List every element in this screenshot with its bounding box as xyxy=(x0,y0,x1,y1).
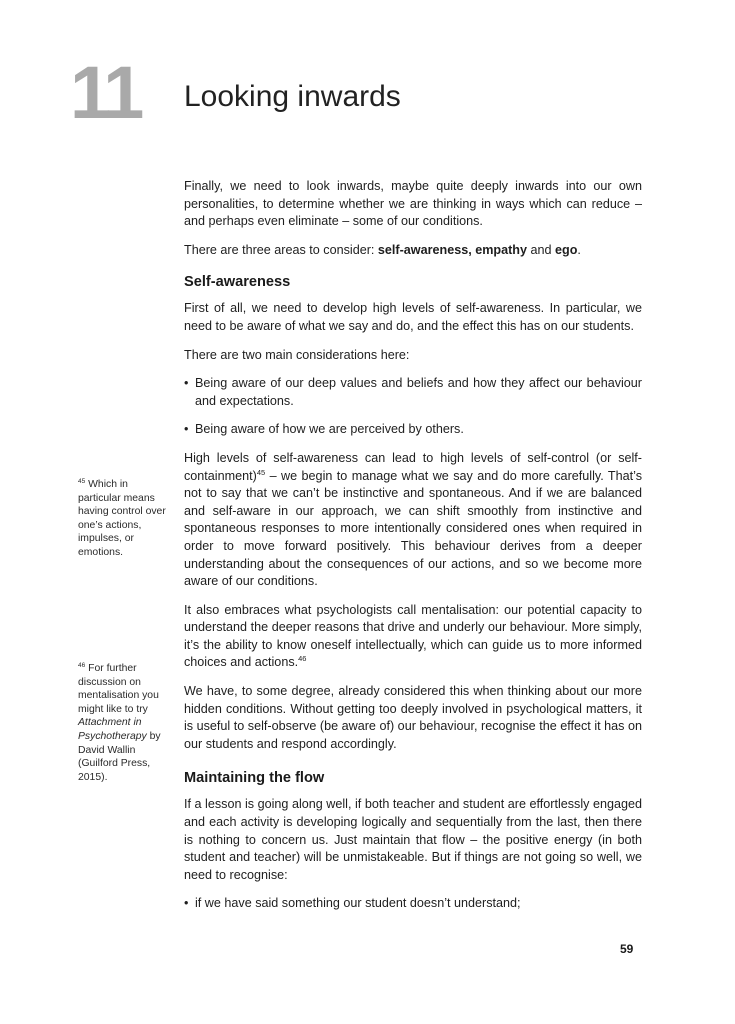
bullet-text: Being aware of our deep values and beliefs and how they affect our behaviour and expectations. xyxy=(195,376,642,408)
paragraph-self-awareness-1: First of all, we need to develop high levels of self-awareness. In particular, we need to be aware of what we say and do, and the effect this has on our students. xyxy=(184,301,642,333)
bullet-item xyxy=(184,421,642,439)
paragraph-self-awareness-2: There are two main considerations here: xyxy=(184,347,410,362)
sidenote-46 xyxy=(78,662,170,784)
self-control-text-1: High levels of self-awareness can lead to high levels of self-control (or self-containment) xyxy=(184,450,642,483)
chapter-title: Looking inwards xyxy=(184,80,401,113)
heading-maintaining-flow: Maintaining the flow xyxy=(184,770,325,787)
bullet-text: if we have said something our student doesn’t understand; xyxy=(195,896,521,911)
sidenote-46-book-title: Attachment in Psychotherapy xyxy=(78,717,147,742)
footnote-ref-45: 45 xyxy=(256,467,266,477)
self-control-text-2: – we begin to manage what we say and do more carefully. That’s not to say that we can’t be instinctive and spontaneous. And if we are balanced and self-aware in our approach, we can shift smoothly from instinctive and spontaneous responses to more intentionally considered ones when required in order to move forward positively. This behaviour derives from a deeper understanding about the consequences of our actions, and so we become more aware of our conditions. xyxy=(184,468,642,589)
paragraph-self-control xyxy=(184,450,642,591)
paragraph-mentalisation xyxy=(184,602,642,672)
bullet-item xyxy=(184,895,642,913)
chapter-number: 11 xyxy=(70,51,141,134)
three-areas-end: . xyxy=(577,242,581,257)
paragraph-self-observe: We have, to some degree, already considered this when thinking about our more hidden conditions. Without getting too deeply involved in psychological matters, it is useful to self-observe (be aware of) our behaviour, recognise the effect it has on our students and respond accordingly. xyxy=(184,684,642,751)
bullet-dot: • xyxy=(184,896,189,911)
sidenote-45-text: Which in particular means having control over one’s actions, impulses, or emotions. xyxy=(78,479,166,558)
paragraph-flow: If a lesson is going along well, if both teacher and student are effortlessly engaged and each activity is developing logically and sequentially from the last, then there is nothing to concern us. Just maintain that flow – the positive energy (in both student and teacher) will be unmistakeable. But if things are not going so well, we need to recognise: xyxy=(184,797,642,882)
three-areas-lead: There are three areas to consider: xyxy=(184,242,378,257)
sidenote-ref-45: 45 xyxy=(78,478,86,485)
bullet-text: Being aware of how we are perceived by others. xyxy=(195,422,464,437)
footnote-ref-46: 46 xyxy=(298,654,307,664)
sidenote-46-text-1: For further discussion on mentalisation you might like to try xyxy=(78,663,159,715)
mentalisation-text: It also embraces what psychologists call mentalisation: our potential capacity to understand the deeper reasons that drive and underly our behaviour. More simply, it’s the ability to know oneself intellectually, which can guide us to more informed choices and actions. xyxy=(184,602,642,670)
paragraph-three-areas xyxy=(184,242,642,260)
bullet-dot: • xyxy=(184,376,189,391)
heading-self-awareness: Self-awareness xyxy=(184,274,291,291)
three-areas-and: and xyxy=(527,242,556,257)
paragraph-intro: Finally, we need to look inwards, maybe quite deeply inwards into our own personalities, to determine whether we are thinking in ways which can reduce – and perhaps even eliminate – some of our conditions. xyxy=(184,179,642,229)
sidenote-45 xyxy=(78,478,170,560)
term-ego: ego xyxy=(555,242,578,257)
sidenote-ref-46: 46 xyxy=(78,662,86,669)
term-self-awareness-empathy: self-awareness, empathy xyxy=(377,242,528,257)
bullet-item xyxy=(184,375,642,410)
main-text-column xyxy=(184,178,642,924)
bullet-dot: • xyxy=(184,422,189,437)
sidenote-46-text-2: by David Wallin (Guilford Press, 2015). xyxy=(78,730,161,783)
page-number: 59 xyxy=(620,942,634,956)
